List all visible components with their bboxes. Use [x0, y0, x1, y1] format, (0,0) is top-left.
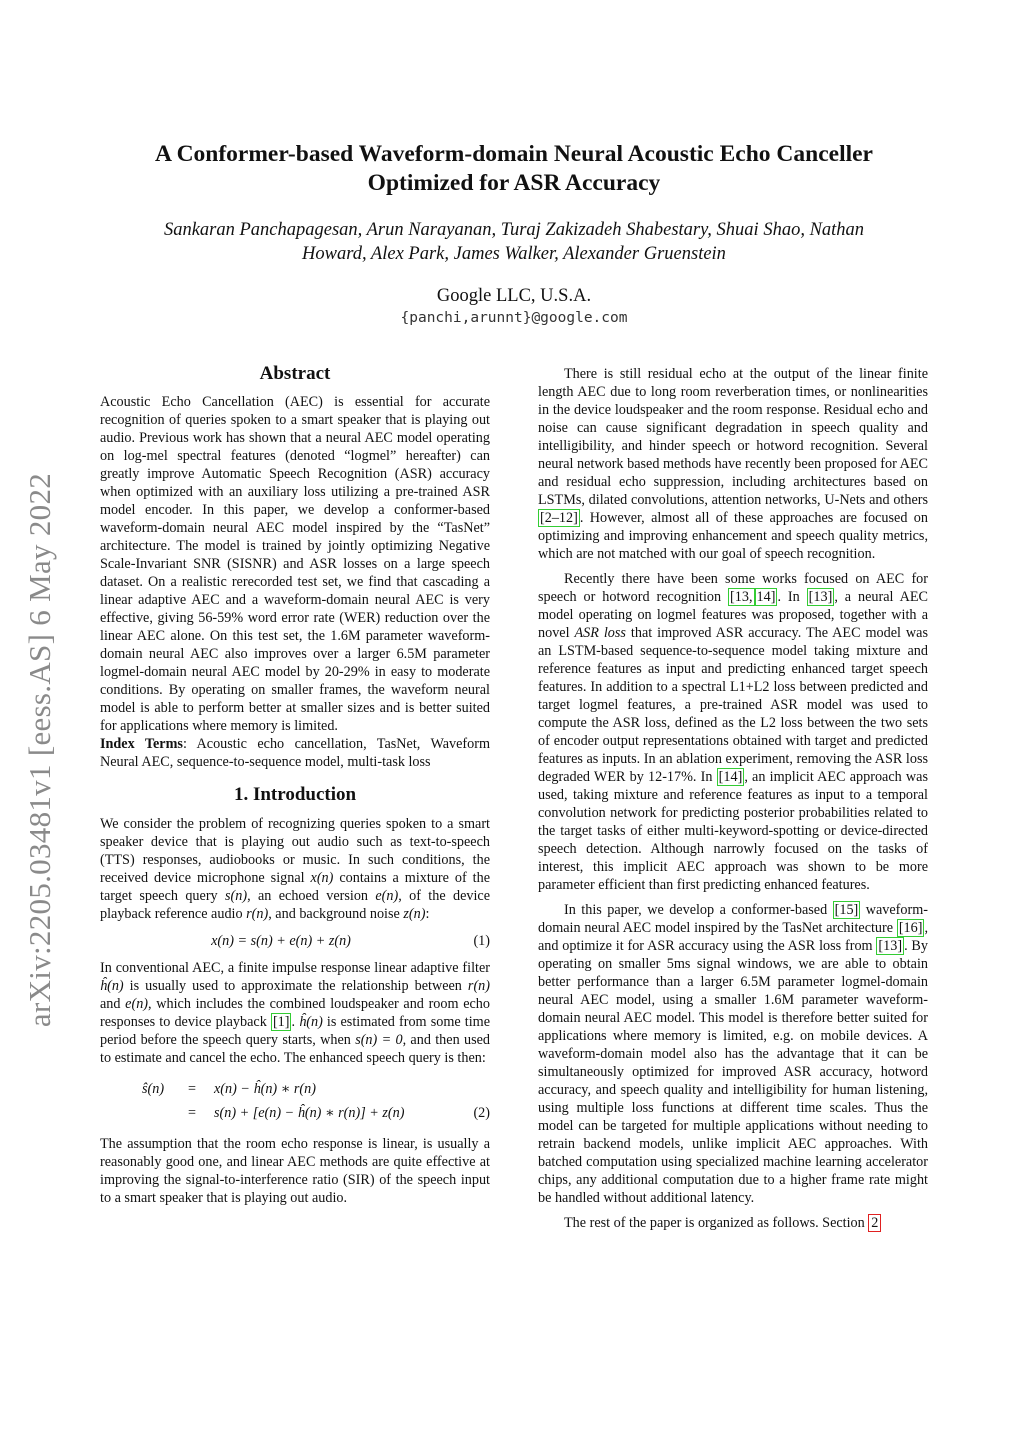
index-terms: [100, 735, 490, 771]
right-paragraph-3: In this paper, we develop a conformer-based [15] waveform-domain neural AEC model inspired by the TasNet architecture [16] , and optimize it for ASR accuracy using the ASR loss from [13] . By operating on smaller 5ms signal windows, we are able to obtain better performance than a larger 6.5M parameter logmel-domain neural AEC model, using a smaller 1.6M parameter waveform-domain neural AEC model. This model is therefore better suited for applications where memory is limited, e.g. on mobile devices. A waveform-domain model also has the advantage that it can be simultaneously optimized for improved ASR accuracy, hotword accuracy, and speech quality and intelligibility for human listening, using multiple loss functions at different time scales. Thus the model can be targeted for multiple applications without needing to retrain backend models, unlike implicit AEC approaches. With batched computation using specialized machine learning accelerator chips, any additional computation due to a higher frame rate might be handled without additional latency.: [538, 902, 928, 1206]
citation-link[interactable]: [2–12]: [540, 510, 578, 526]
equation-2-rhs-1: x(n) − ĥ(n) ∗ r(n): [214, 1081, 316, 1097]
authors-line-1: Sankaran Panchapagesan, Arun Narayanan, Turaj Zakizadeh Shabestary, Shuai Shao, Nathan: [163, 220, 865, 240]
index-terms-text: : Acoustic echo cancellation, TasNet, Waveform Neural AEC, sequence-to-sequence model, multi-task loss: [100, 736, 491, 770]
equation-2-line-2: = s(n) + [e(n) − ĥ(n) ∗ r(n)] + z(n) (2): [187, 1105, 490, 1121]
index-terms-label: Index Terms: [100, 736, 183, 752]
abstract-heading: Abstract: [259, 363, 331, 384]
equation-2-lhs: ŝ(n): [142, 1081, 165, 1097]
left-column: [100, 358, 490, 1207]
contact-email: {panchi,arunnt}@google.com: [400, 310, 628, 326]
title-line-2: Optimized for ASR Accuracy: [367, 170, 661, 196]
citation-link[interactable]: [1]: [272, 1014, 290, 1030]
right-paragraph-4: The rest of the paper is organized as follows. Section 2: [538, 1214, 928, 1232]
affiliation: Google LLC, U.S.A.: [436, 286, 592, 306]
citation-link[interactable]: [14]: [718, 769, 743, 785]
right-paragraph-2: Recently there have been some works focused on AEC for speech or hotword recognition [13, 14] . In [13] , a neural AEC model operating on logmel features was proposed, together with a novel ASR loss that improved ASR accuracy. The AEC model was an LSTM-based sequence-to-sequence model taking mixture and reference features as input and predicting enhanced target speech features. In addition to a spectral L1+L2 loss between predicted and target logmel features, a pre-trained ASR model was used to compute the ASR loss, defined as the L2 loss between the two sets of encoder output representations obtained with target and predicted features as inputs. In an ablation experiment, removing the ASR loss degraded WER by 12-17%. In [14] , an implicit AEC approach was used, taking mixture and reference features as input to a temporal convolution network for predicting posterior probabilities related to the target tasks of either multi-keyword-spotting or device-directed speech detection. Although narrowly focused on the tasks of interest, this implicit AEC approach was shown to be more parameter efficient than first predicting enhanced features.: [538, 571, 928, 893]
intro-paragraph-1: We consider the problem of recognizing queries spoken to a smart speaker device that is playing out audio such as text-to-speech (TTS) responses, audiobooks or music. In such conditions, the received device microphone signal x(n) contains a mixture of the target speech query s(n), an echoed version e(n), of the device playback reference audio r(n), and background noise z(n):: [100, 816, 490, 922]
citation-link[interactable]: [15]: [834, 902, 859, 918]
abstract-text: Acoustic Echo Cancellation (AEC) is essential for accurate recognition of queries spoken to a smart speaker that is playing out audio. Previous work has shown that a neural AEC model operating on log-mel spectral features (denoted “logmel” hereafter) can greatly improve Automatic Speech Recognition (ASR) accuracy when optimized with an auxiliary loss utilizing a pre-trained ASR model encoder. In this paper, we develop a conformer-based waveform-domain neural AEC model inspired by the “TasNet” architecture. The model is trained by jointly optimizing Negative Scale-Invariant SNR (SISNR) and ASR losses on a large speech dataset. On a realistic rerecorded test set, we find that cascading a linear adaptive AEC and a waveform-domain neural AEC is very effective, giving 56-59% word error rate (WER) reduction over the linear AEC alone. On this test set, the 1.6M parameter waveform-domain neural AEC also improves over a larger 6.5M parameter logmel-domain neural AEC model by 20-29% in easy to moderate conditions. By operating on smaller frames, the waveform neural model is able to perform better at smaller sizes and is better suited for applications where memory is limited.: [100, 394, 490, 734]
equation-2-line-1: ŝ(n) = x(n) − ĥ(n) ∗ r(n): [100, 1077, 490, 1101]
author-list: [100, 218, 928, 266]
paper-title: [100, 140, 928, 198]
equation-2: [100, 1077, 490, 1125]
citation-link[interactable]: [16]: [898, 920, 923, 936]
citation-link[interactable]: 14]: [756, 589, 776, 605]
citation-link[interactable]: [13,: [730, 589, 753, 605]
equation-2-rhs-2: s(n) + [e(n) − ĥ(n) ∗ r(n)] + z(n): [214, 1105, 405, 1121]
authors-line-2: Howard, Alex Park, James Walker, Alexander Gruenstein: [302, 244, 726, 264]
section-reference-link[interactable]: 2: [868, 1214, 881, 1232]
arxiv-identifier: [10, 430, 70, 1070]
citation-link[interactable]: [13]: [878, 938, 903, 954]
equation-2-number: (2): [473, 1105, 490, 1121]
intro-paragraph-2: In conventional AEC, a finite impulse response linear adaptive filter ĥ(n) is usually used to approximate the relationship between r(n) and e(n), which includes the combined loudspeaker and room echo responses to device playback [1] . ĥ(n) is estimated from some time period before the speech query starts, when s(n) = 0, and then used to estimate and cancel the echo. The enhanced speech query is then:: [100, 960, 490, 1066]
intro-paragraph-3: The assumption that the room echo response is linear, is usually a reasonably good one, and linear AEC methods are quite effective at improving the signal-to-interference ratio (SIR) of the speech input to a smart speaker that is playing out audio.: [100, 1136, 490, 1206]
right-paragraph-1: There is still residual echo at the output of the linear finite length AEC due to long room reverberation times, or nonlinearities in the device loudspeaker and the room response. Residual echo and noise can cause significant degradation in speech quality and intelligibility, and hinder speech or hotword recognition. Several neural network based methods have recently been proposed for AEC and residual echo suppression, including architectures based on LSTMs, dilated convolutions, attention networks, U-Nets and others [2–12] . However, almost all of these approaches are focused on optimizing and improving enhancement and speech quality metrics, which are not matched with our goal of speech recognition.: [538, 366, 928, 562]
equation-1-number: (1): [473, 933, 490, 949]
introduction-heading: 1. Introduction: [233, 784, 357, 805]
title-line-1: A Conformer-based Waveform-domain Neural Acoustic Echo Canceller: [155, 141, 873, 167]
citation-link[interactable]: [13]: [808, 589, 833, 605]
equation-1: [100, 932, 490, 950]
right-column: [538, 365, 928, 1232]
equation-1-expression: x(n) = s(n) + e(n) + z(n): [211, 933, 351, 949]
arxiv-identifier-text: arXiv:2205.03481v1 [eess.AS] 6 May 2022: [22, 472, 57, 1028]
